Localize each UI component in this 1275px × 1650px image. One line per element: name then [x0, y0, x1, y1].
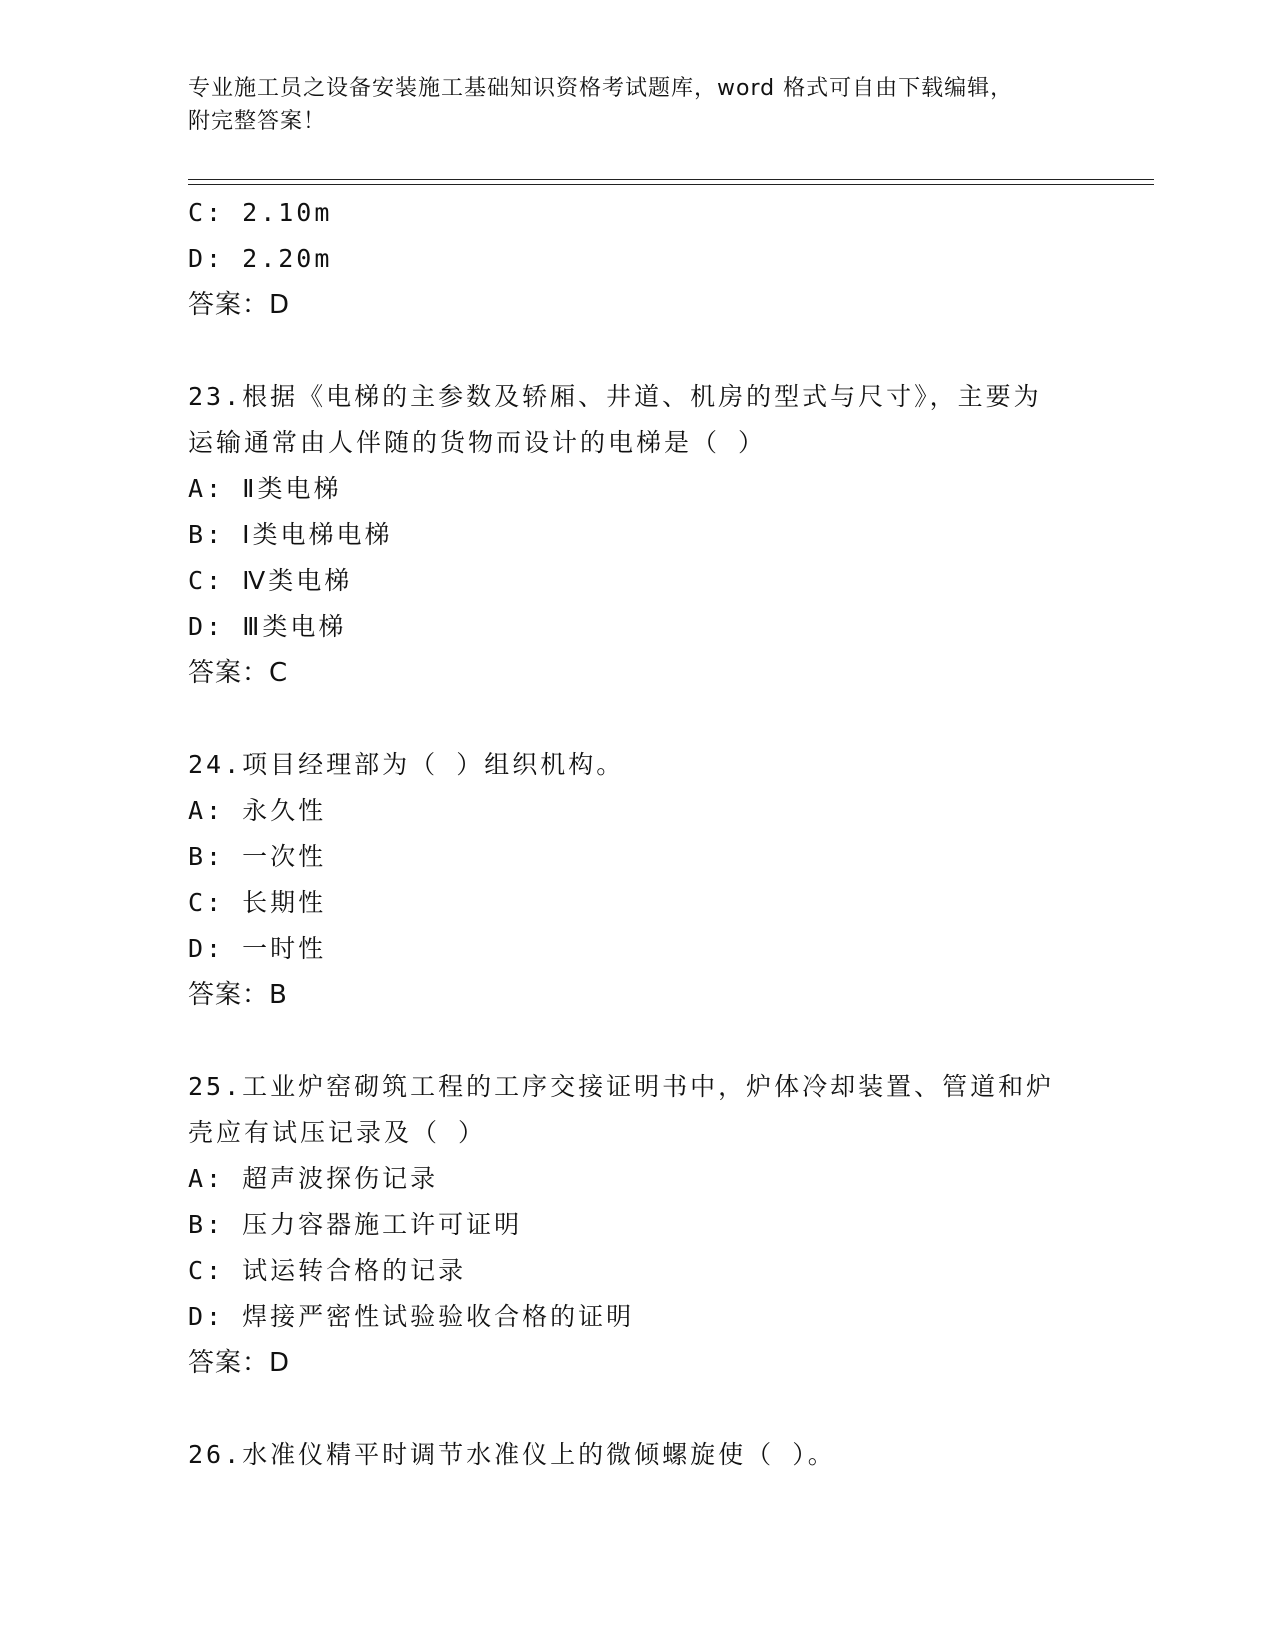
question-25	[188, 1064, 1088, 1386]
answer-line: 答案：B	[188, 980, 288, 1010]
option-d: D: 2.20m	[188, 244, 333, 273]
option-d: D: 一时性	[188, 934, 327, 963]
spacer	[188, 328, 1088, 374]
option-c: C: 2.10m	[188, 198, 333, 227]
document-header	[188, 72, 1088, 138]
option-b: B: 一次性	[188, 842, 327, 871]
question-stem: 运输通常由人伴随的货物而设计的电梯是（ ）	[188, 428, 767, 457]
option-b: B: Ⅰ类电梯电梯	[188, 520, 393, 549]
question-stem: 23.根据《电梯的主参数及轿厢、井道、机房的型式与尺寸》，主要为	[188, 382, 1042, 411]
question-23	[188, 374, 1088, 696]
option-a: A: 超声波探伤记录	[188, 1164, 439, 1193]
header-rule-top	[188, 179, 1154, 180]
question-fragment	[188, 190, 1088, 328]
answer-line: 答案：C	[188, 658, 289, 688]
question-stem: 25.工业炉窑砌筑工程的工序交接证明书中，炉体冷却装置、管道和炉	[188, 1072, 1055, 1101]
option-b: B: 压力容器施工许可证明	[188, 1210, 523, 1239]
header-rule-bottom	[188, 184, 1154, 185]
spacer	[188, 696, 1088, 742]
spacer	[188, 1018, 1088, 1064]
option-c: C: Ⅳ类电梯	[188, 566, 353, 595]
option-c: C: 试运转合格的记录	[188, 1256, 467, 1285]
header-line-2: 附完整答案！	[188, 109, 327, 134]
answer-line: 答案：D	[188, 290, 291, 320]
question-stem: 壳应有试压记录及（ ）	[188, 1118, 487, 1147]
answer-line: 答案：D	[188, 1348, 291, 1378]
option-a: A: Ⅱ类电梯	[188, 474, 342, 503]
header-line-1: 专业施工员之设备安装施工基础知识资格考试题库，word 格式可自由下载编辑，	[188, 76, 1014, 101]
question-24	[188, 742, 1088, 1018]
question-stem: 26.水准仪精平时调节水准仪上的微倾螺旋使（ ）。	[188, 1440, 836, 1469]
question-26	[188, 1432, 1088, 1478]
option-d: D: Ⅲ类电梯	[188, 612, 347, 641]
question-stem: 24.项目经理部为（ ）组织机构。	[188, 750, 625, 779]
option-a: A: 永久性	[188, 796, 327, 825]
question-list	[188, 190, 1088, 1478]
option-c: C: 长期性	[188, 888, 327, 917]
option-d: D: 焊接严密性试验验收合格的证明	[188, 1302, 635, 1331]
spacer	[188, 1386, 1088, 1432]
